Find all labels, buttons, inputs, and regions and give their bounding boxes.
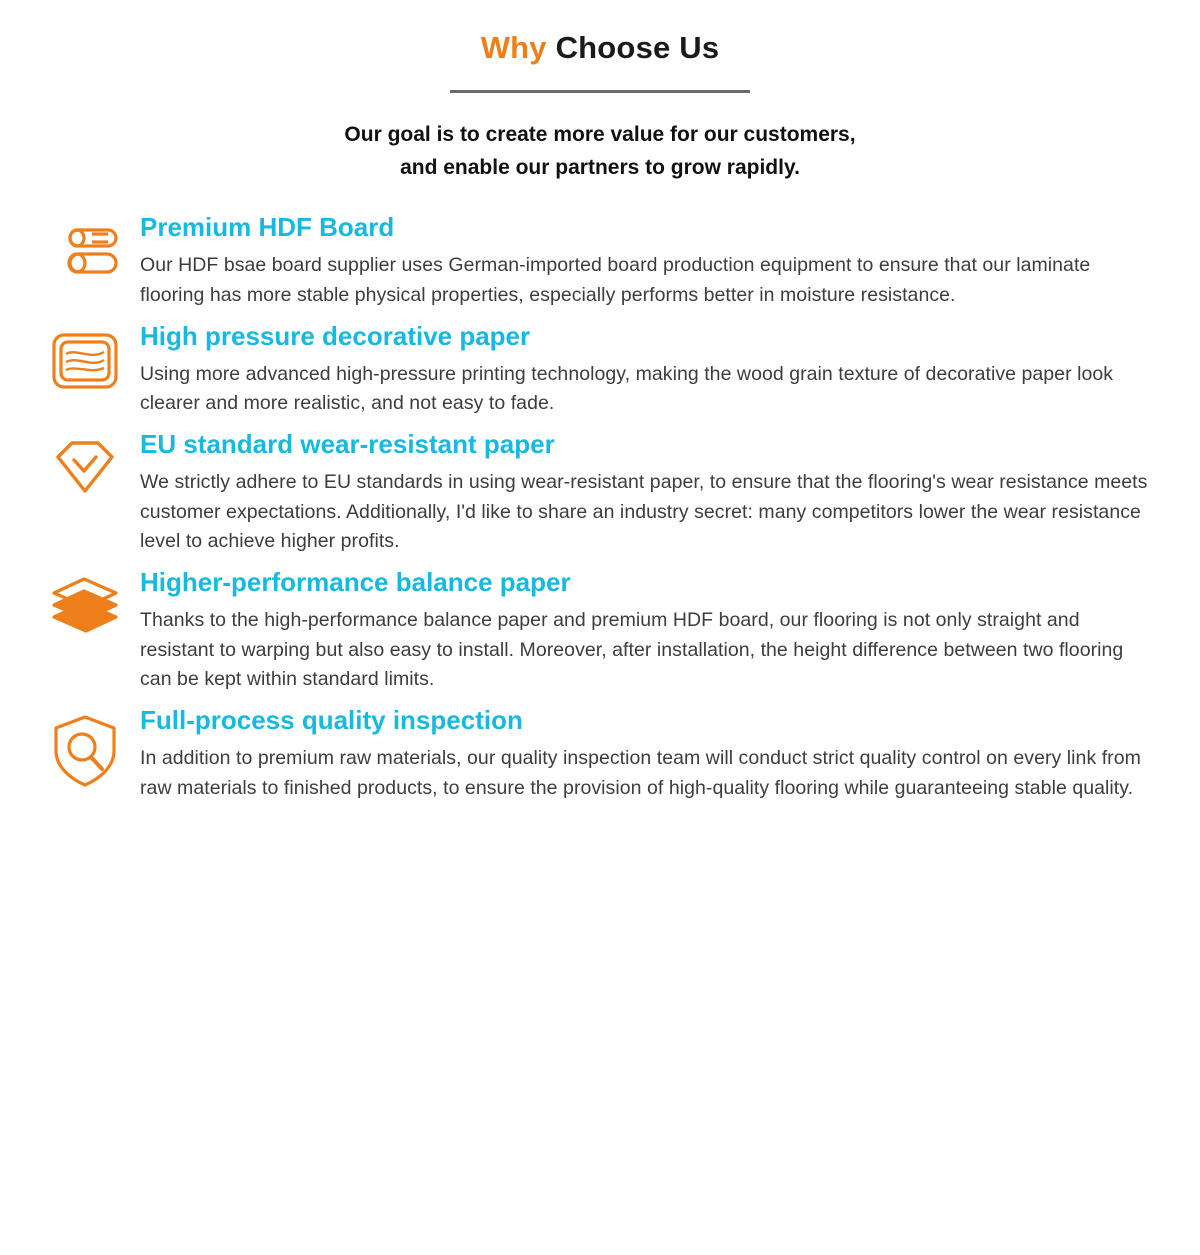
feature-body — [140, 212, 1170, 310]
feature-text: In addition to premium raw materials, our quality inspection team will conduct strict quality control on every link from raw materials to finished products, to ensure the provision of high-quality flooring while guaranteeing stable quality. — [140, 747, 1141, 799]
title-divider — [450, 90, 750, 93]
feature-item — [30, 705, 1170, 803]
feature-item — [30, 429, 1170, 557]
feature-list — [30, 212, 1170, 803]
feature-title: High pressure decorative paper — [140, 320, 531, 351]
feature-text: Using more advanced high-pressure printing technology, making the wood grain texture of decorative paper look clearer and more realistic, and not easy to fade. — [140, 362, 1114, 415]
subtitle-line-1: Our goal is to create more value for our customers, — [344, 123, 856, 146]
feature-body — [140, 705, 1170, 803]
hdf-board-stack-icon — [30, 212, 140, 288]
feature-title: EU standard wear-resistant paper — [140, 428, 555, 459]
feature-item — [30, 567, 1170, 695]
feature-title: Higher-performance balance paper — [140, 567, 571, 598]
feature-text: We strictly adhere to EU standards in using wear-resistant paper, to ensure that the flooring's wear resistance meets customer expectations. Additionally, I'd like to share an industry secret: many competitors lower the wear resistance level to achieve higher profits. — [140, 471, 1148, 553]
subtitle — [30, 119, 1170, 184]
wood-grain-paper-icon — [30, 321, 140, 399]
page-title-accent: Why — [480, 30, 547, 65]
feature-text: Our HDF bsae board supplier uses German-imported board production equipment to ensure that our laminate flooring has more stable physical properties, especially performs better in moisture resistance. — [140, 254, 1091, 306]
subtitle-line-2: and enable our partners to grow rapidly. — [400, 155, 800, 179]
layered-sheets-icon — [30, 567, 140, 643]
page-title — [30, 30, 1170, 66]
page-title-rest: Choose Us — [555, 30, 720, 65]
feature-body — [140, 321, 1170, 419]
feature-body — [140, 429, 1170, 557]
feature-text: Thanks to the high-performance balance paper and premium HDF board, our flooring is not only straight and resistant to warping but also easy to install. Moreover, after installation, the height difference between two flooring can be kept within standard limits. — [140, 609, 1124, 691]
diamond-check-icon — [30, 429, 140, 507]
feature-title: Full-process quality inspection — [140, 705, 523, 736]
feature-item — [30, 321, 1170, 419]
feature-body — [140, 567, 1170, 695]
shield-magnifier-icon — [30, 705, 140, 791]
feature-title: Premium HDF Board — [140, 212, 395, 243]
feature-item — [30, 212, 1170, 310]
